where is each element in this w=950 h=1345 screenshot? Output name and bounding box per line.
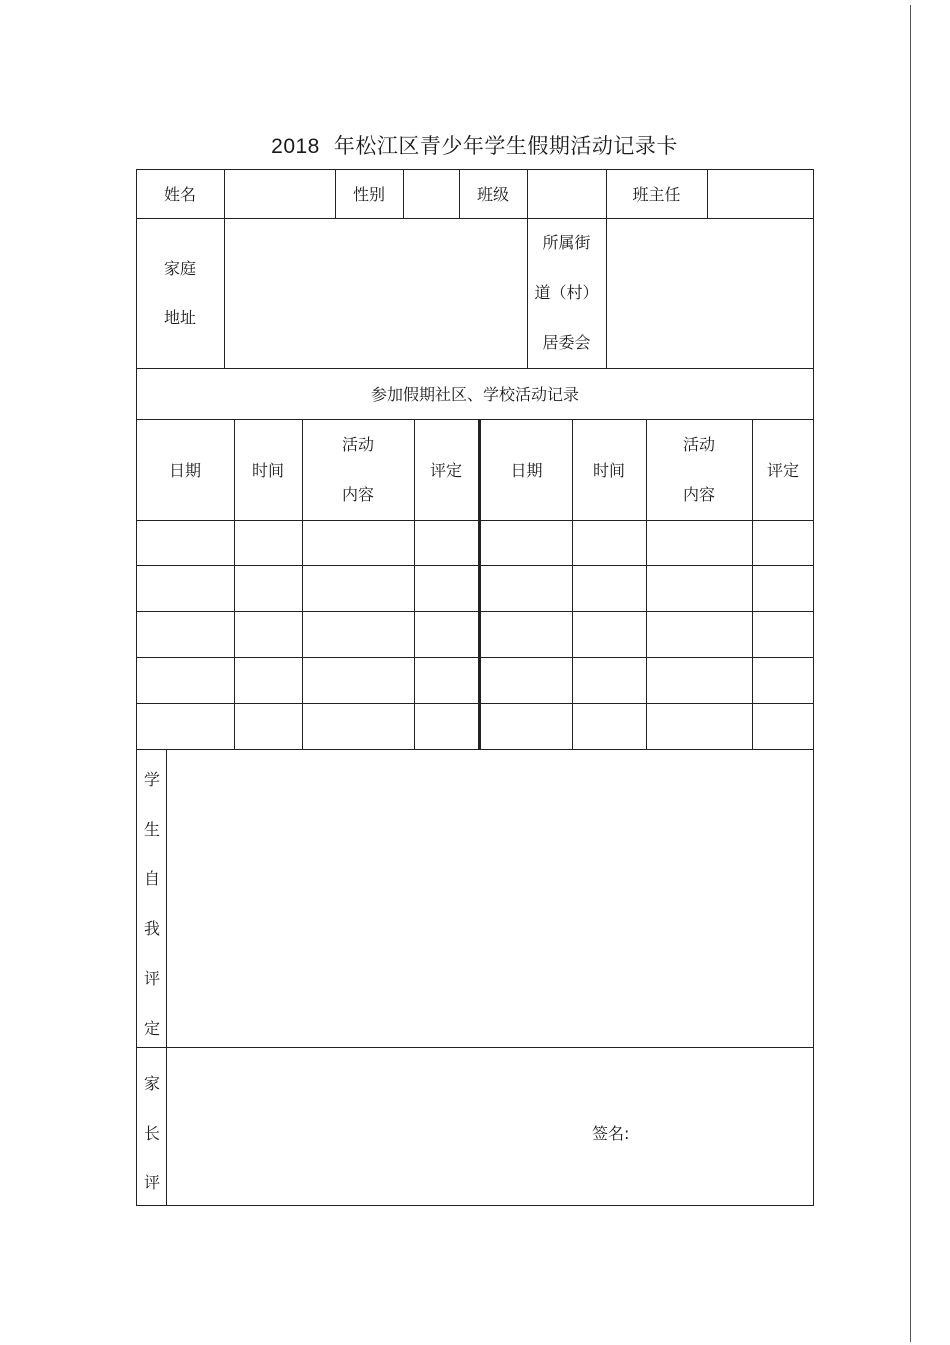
name-field[interactable]: [225, 170, 334, 217]
table-row[interactable]: [137, 612, 813, 657]
table-row[interactable]: [137, 704, 813, 749]
self-eval-char: 自: [143, 869, 160, 888]
col-time-left: 时间: [251, 461, 284, 480]
parent-eval-field[interactable]: [167, 1048, 813, 1205]
self-eval-char: 学: [143, 770, 160, 789]
address-label: 家庭 地址: [163, 259, 196, 327]
teacher-field[interactable]: [708, 170, 813, 217]
activity-section-title: 参加假期社区、学校活动记录: [370, 385, 579, 404]
street-committee-field[interactable]: [607, 219, 813, 367]
col-rating-right: 评定: [766, 461, 799, 480]
col-content-right: 活动 内容: [682, 434, 715, 504]
address-field[interactable]: [225, 219, 526, 367]
col-content-left: 活动 内容: [341, 434, 374, 504]
title-year: 2018: [271, 135, 320, 158]
parent-eval-char: 家: [143, 1074, 160, 1093]
class-field[interactable]: [528, 170, 605, 217]
self-eval-field[interactable]: [167, 750, 813, 1047]
name-label: 姓名: [163, 185, 196, 204]
self-eval-char: 生: [143, 820, 160, 839]
page-title: [136, 130, 813, 160]
class-label: 班级: [476, 185, 509, 204]
table-row[interactable]: [137, 658, 813, 703]
signature-label: 签名:: [592, 1124, 630, 1143]
col-date-left: 日期: [168, 461, 201, 480]
self-eval-char: 我: [143, 919, 160, 938]
self-eval-char: 定: [143, 1019, 160, 1038]
col-date-right: 日期: [510, 461, 543, 480]
title-text: 年松江区青少年学生假期活动记录卡: [333, 134, 678, 158]
table-row[interactable]: [137, 521, 813, 565]
gender-label: 性别: [352, 185, 385, 204]
col-rating-left: 评定: [429, 461, 462, 480]
page-edge-line: [910, 5, 911, 1342]
self-eval-char: 评: [143, 969, 160, 988]
parent-eval-char: 评: [143, 1173, 160, 1192]
parent-eval-char: 长: [143, 1124, 160, 1143]
teacher-label: 班主任: [632, 185, 681, 204]
gender-field[interactable]: [404, 170, 458, 217]
col-time-right: 时间: [592, 461, 625, 480]
street-committee-label: 所属街 道（村） 居委会: [534, 233, 599, 352]
table-row[interactable]: [137, 566, 813, 611]
